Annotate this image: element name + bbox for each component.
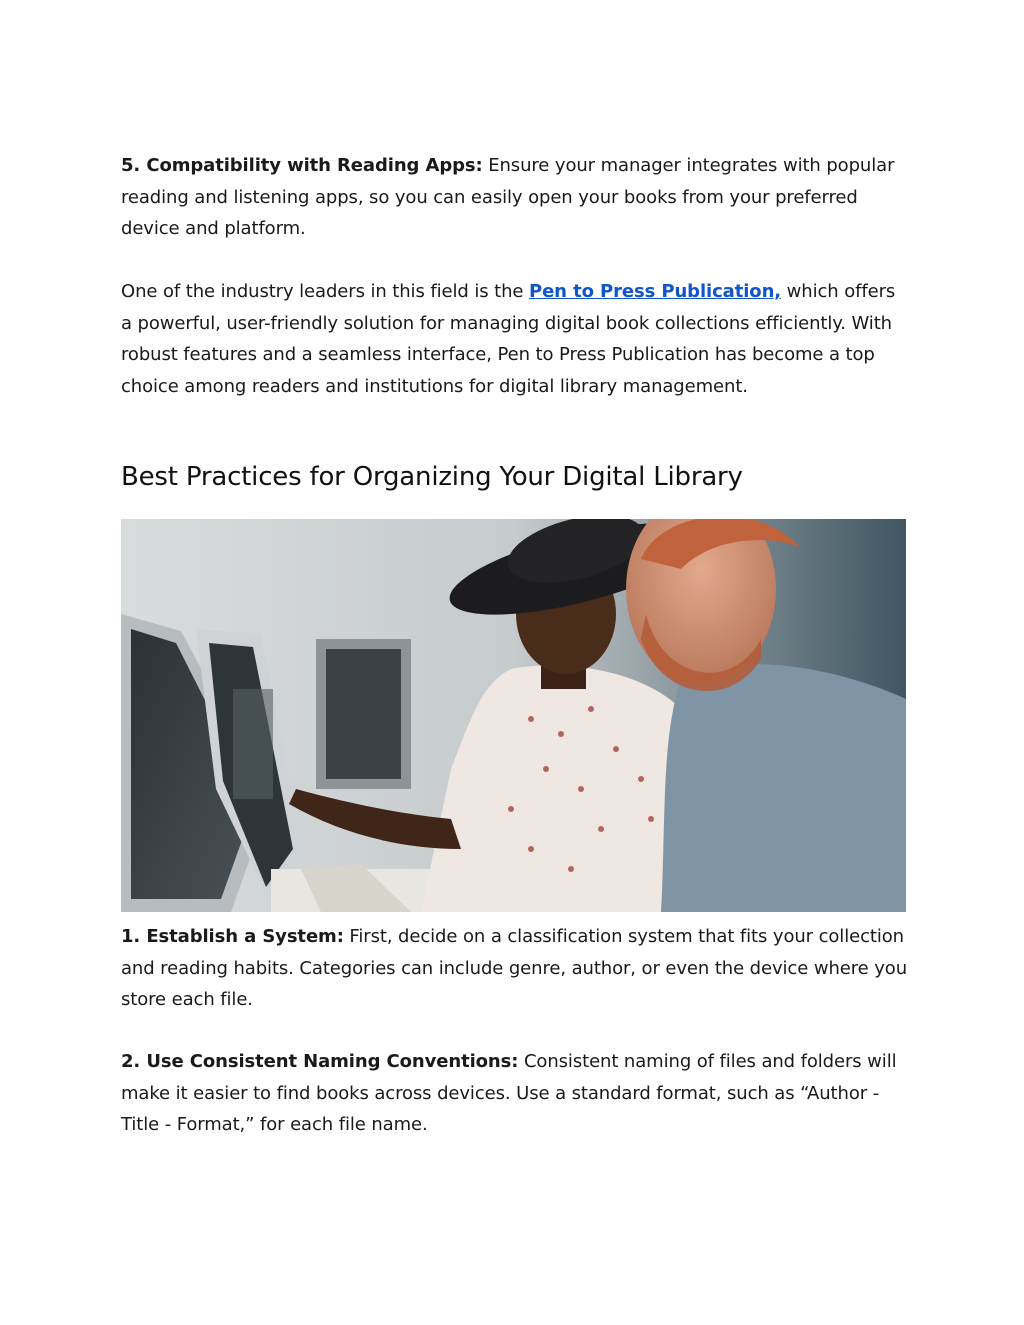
- industry-leader-intro: One of the industry leaders in this field is the: [121, 281, 529, 302]
- tip-establish-system: [121, 921, 911, 1016]
- compatibility-paragraph: [121, 150, 911, 245]
- tip-1-label: 1. Establish a System:: [121, 926, 344, 947]
- pen-to-press-link[interactable]: Pen to Press Publication,: [528, 281, 782, 302]
- industry-leader-text: which offers a powerful, user-friendly solution for managing digital book collections efficiently. With robust features and a seamless interface, Pen to Press Publication has become a top choice among readers and institutions for digital library management.: [121, 281, 896, 397]
- office-photo: [121, 519, 906, 912]
- industry-leader-paragraph: [121, 276, 911, 402]
- section-heading: Best Practices for Organizing Your Digital Library: [121, 462, 743, 492]
- compatibility-text: Ensure your manager integrates with popular reading and listening apps, so you can easily open your books from your preferred device and platform.: [121, 155, 895, 239]
- tip-1-text: First, decide on a classification system that fits your collection and reading habits. Categories can include genre, author, or even the device where you store each file.: [121, 926, 908, 1010]
- tip-2-label: 2. Use Consistent Naming Conventions:: [121, 1051, 519, 1072]
- tip-2-text: Consistent naming of files and folders will make it easier to find books across devices. Use a standard format, such as “Author - Title - Format,” for each file name.: [121, 1051, 897, 1135]
- compatibility-label: 5. Compatibility with Reading Apps:: [121, 155, 483, 176]
- tip-naming-conventions: [121, 1046, 911, 1141]
- photo-illustration: [121, 519, 906, 912]
